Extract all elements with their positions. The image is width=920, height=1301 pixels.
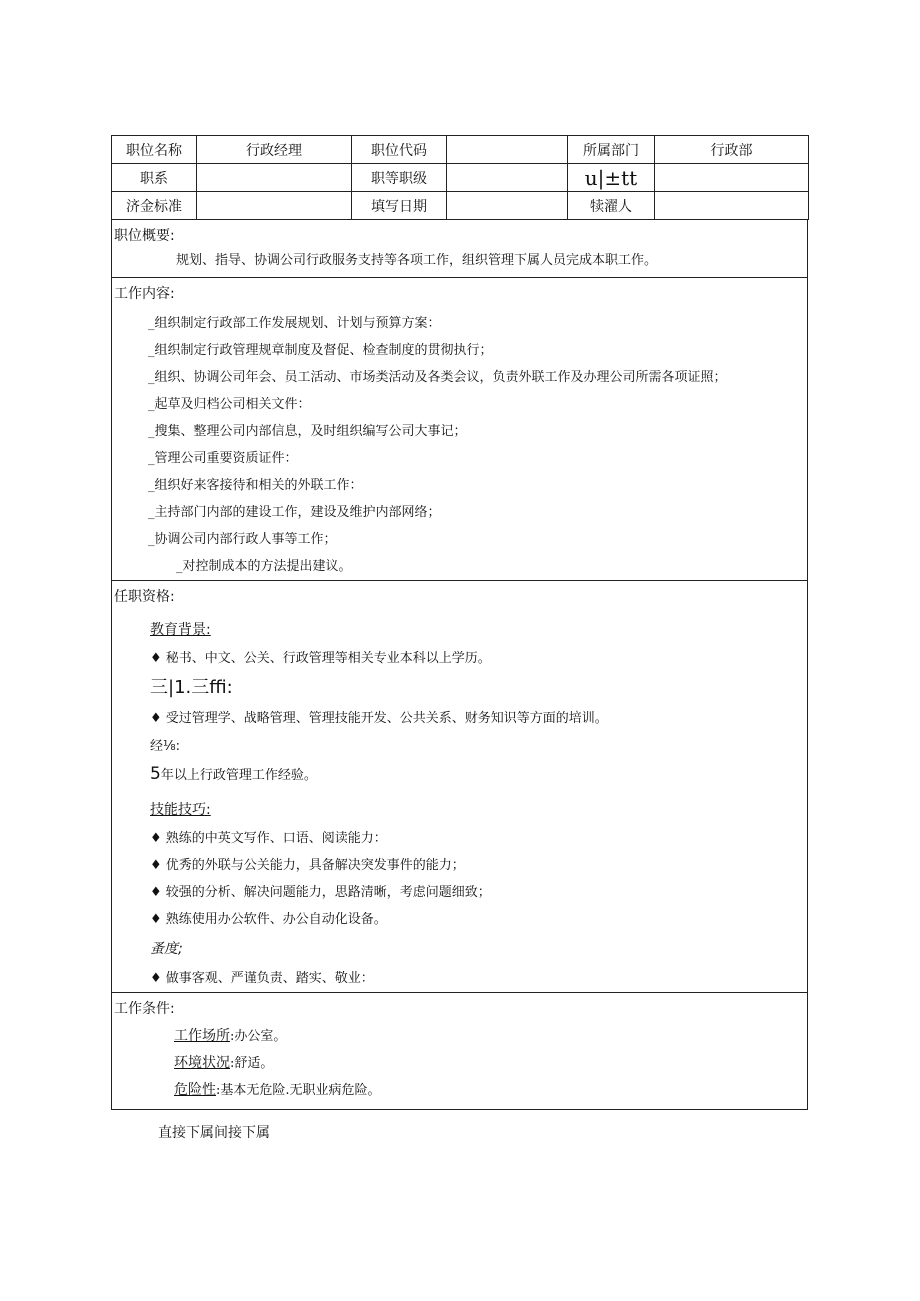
list-item: _起草及归档公司相关文件： [148,397,311,412]
experience-label: 经⅛: [150,739,180,754]
list-item: _搜集、整理公司内部信息，及时组织编写公司大事记； [148,424,467,439]
condition-label: 工作场所 [174,1028,230,1044]
list-item: ♦ 受过管理学、战略管理、管理技能开发、公共关系、财务知识等方面的培训。 [150,711,608,726]
section-title: 职位概要: [114,228,175,244]
list-item: _组织、协调公司年会、员工活动、市场类活动及各类会议，负责外联工作及办理公司所需各项证照； [148,370,727,385]
qualifications-section [111,581,808,993]
label-cell: 济金标准 [112,192,197,220]
conditions-list [112,1023,807,1104]
condition-value: :基本无危险.无职业病危险。 [216,1083,381,1098]
header-table [111,135,809,220]
list-item: ♦ 做事客观、严谨负责、踏实、敬业： [150,971,374,986]
condition-label: 环境状况 [174,1055,230,1071]
list-item: _主持部门内部的建设工作，建设及维护内部网络； [148,505,441,520]
training-label: 三|1.三ffi: [150,677,233,698]
summary-section [111,220,808,278]
section-title: 工作条件: [114,1001,175,1017]
list-item [174,1050,807,1077]
label-cell: 职位代码 [352,136,447,164]
list-item: ♦ 优秀的外联与公关能力，具备解决突发事件的能力； [150,858,465,873]
list-item: ♦ 熟练使用办公软件、办公自动化设备。 [150,912,387,927]
job-description-form [111,135,808,1110]
value-cell [447,136,568,164]
list-item: _管理公司重要资质证件： [148,451,298,466]
list-item: _组织制定行政管理规章制度及督促、检查制度的贯彻执行； [148,343,493,358]
section-title: 工作内容: [114,286,175,302]
footer-text: 直接下属间接下属 [158,1125,270,1141]
value-cell: 行政经理 [197,136,352,164]
attitude-label: 蚤度; [150,941,183,957]
condition-label: 危险性 [174,1082,216,1098]
value-cell: 行政部 [655,136,809,164]
label-cell: 职等职级 [352,164,447,192]
label-cell: u|±tt [568,164,655,192]
list-item: _对控制成本的方法提出建议。 [176,559,352,574]
duties-section [111,278,808,581]
list-item [174,1077,807,1104]
experience-number: 5 [150,764,161,784]
label-cell: 填写日期 [352,192,447,220]
experience-text: 年以上行政管理工作经验。 [160,768,317,783]
label-cell: 职系 [112,164,197,192]
value-cell [197,164,352,192]
header-row [112,136,809,164]
label-cell: 所属部门 [568,136,655,164]
value-cell [197,192,352,220]
value-cell [447,192,568,220]
header-row [112,164,809,192]
skills-label: 技能技巧: [150,802,211,818]
value-cell [655,164,809,192]
list-item: ♦ 熟练的中英文写作、口语、阅读能力： [150,831,387,846]
list-item: ♦ 较强的分析、解决问题能力，思路清晰，考虑问题细致； [150,885,491,900]
condition-value: :办公室。 [230,1029,287,1044]
duties-list [112,310,807,580]
conditions-section [111,993,808,1110]
summary-text: 规划、指导、协调公司行政服务支持等各项工作，组织管理下属人员完成本职工作。 [176,253,658,268]
experience-line [150,759,807,791]
list-item [174,1023,807,1050]
qualifications-body [112,615,807,992]
section-title: 任职资格: [114,589,175,605]
list-item: _组织制定行政部工作发展规划、计划与预算方案： [148,316,441,331]
education-label: 教育背景: [150,622,211,638]
label-cell: 犊濯人 [568,192,655,220]
label-cell: 职位名称 [112,136,197,164]
list-item: _协调公司内部行政人事等工作； [148,532,337,547]
list-item: _组织好来客接待和相关的外联工作： [148,478,363,493]
header-row [112,192,809,220]
condition-value: :舒适。 [230,1056,274,1071]
value-cell [655,192,809,220]
list-item: ♦ 秘书、中文、公关、行政管理等相关专业本科以上学历。 [150,651,491,666]
value-cell [447,164,568,192]
